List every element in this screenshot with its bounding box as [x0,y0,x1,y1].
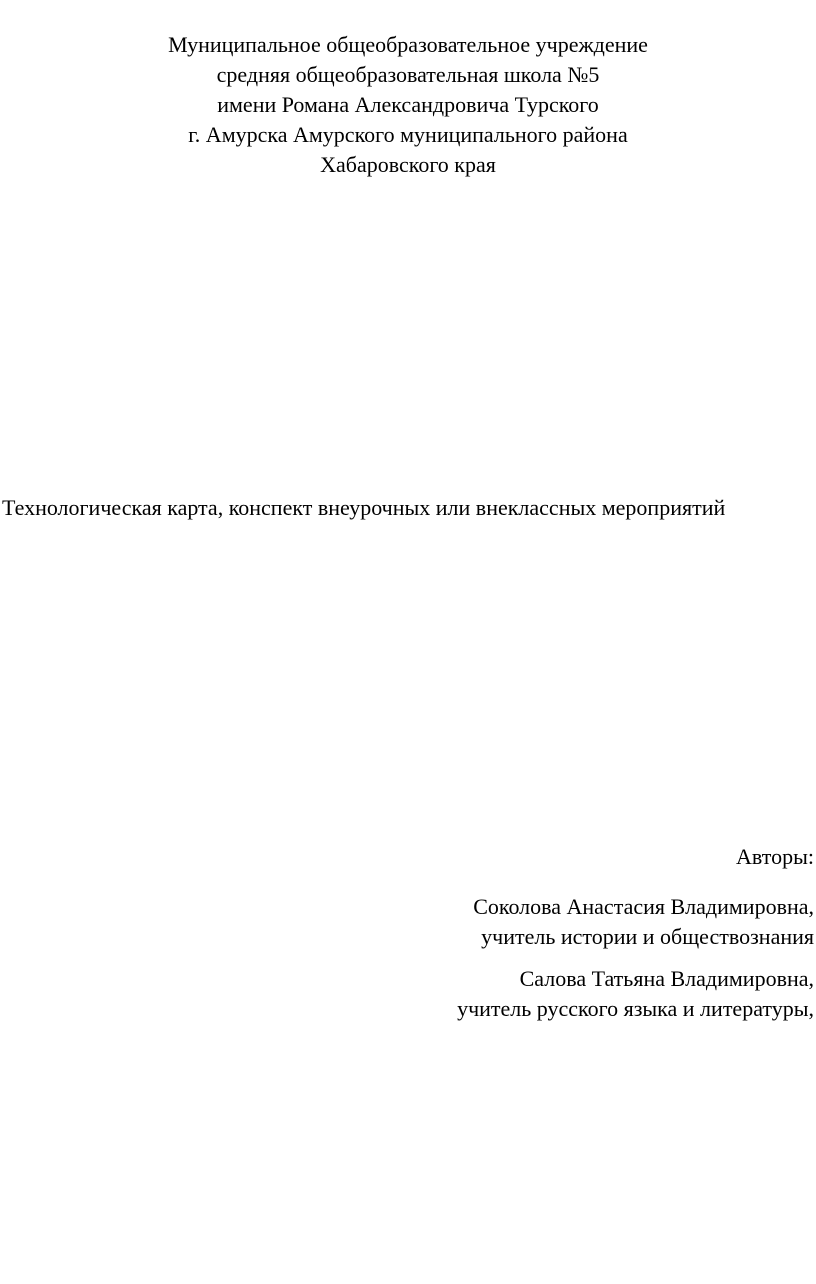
document-title: Технологическая карта, конспект внеурочных или внеклассных мероприятий [2,495,726,520]
institution-header [0,30,816,180]
author-name: Салова Татьяна Владимировна, [519,966,814,991]
author-position: учитель русского языка и литературы, [457,996,814,1021]
authors-label: Авторы: [736,844,814,869]
author-position: учитель истории и обществознания [481,924,814,949]
author-name: Соколова Анастасия Владимировна, [473,894,814,919]
institution-line-5: Хабаровского края [320,152,496,177]
institution-line-4: г. Амурска Амурского муниципального района [188,122,628,147]
institution-line-2: средняя общеобразовательная школа №5 [216,62,600,87]
author-entry [254,964,814,1024]
institution-line-1: Муниципальное общеобразовательное учреждение [168,32,648,57]
authors-block [254,842,814,1036]
author-entry [254,892,814,952]
institution-line-3: имени Романа Александровича Турского [217,92,599,117]
